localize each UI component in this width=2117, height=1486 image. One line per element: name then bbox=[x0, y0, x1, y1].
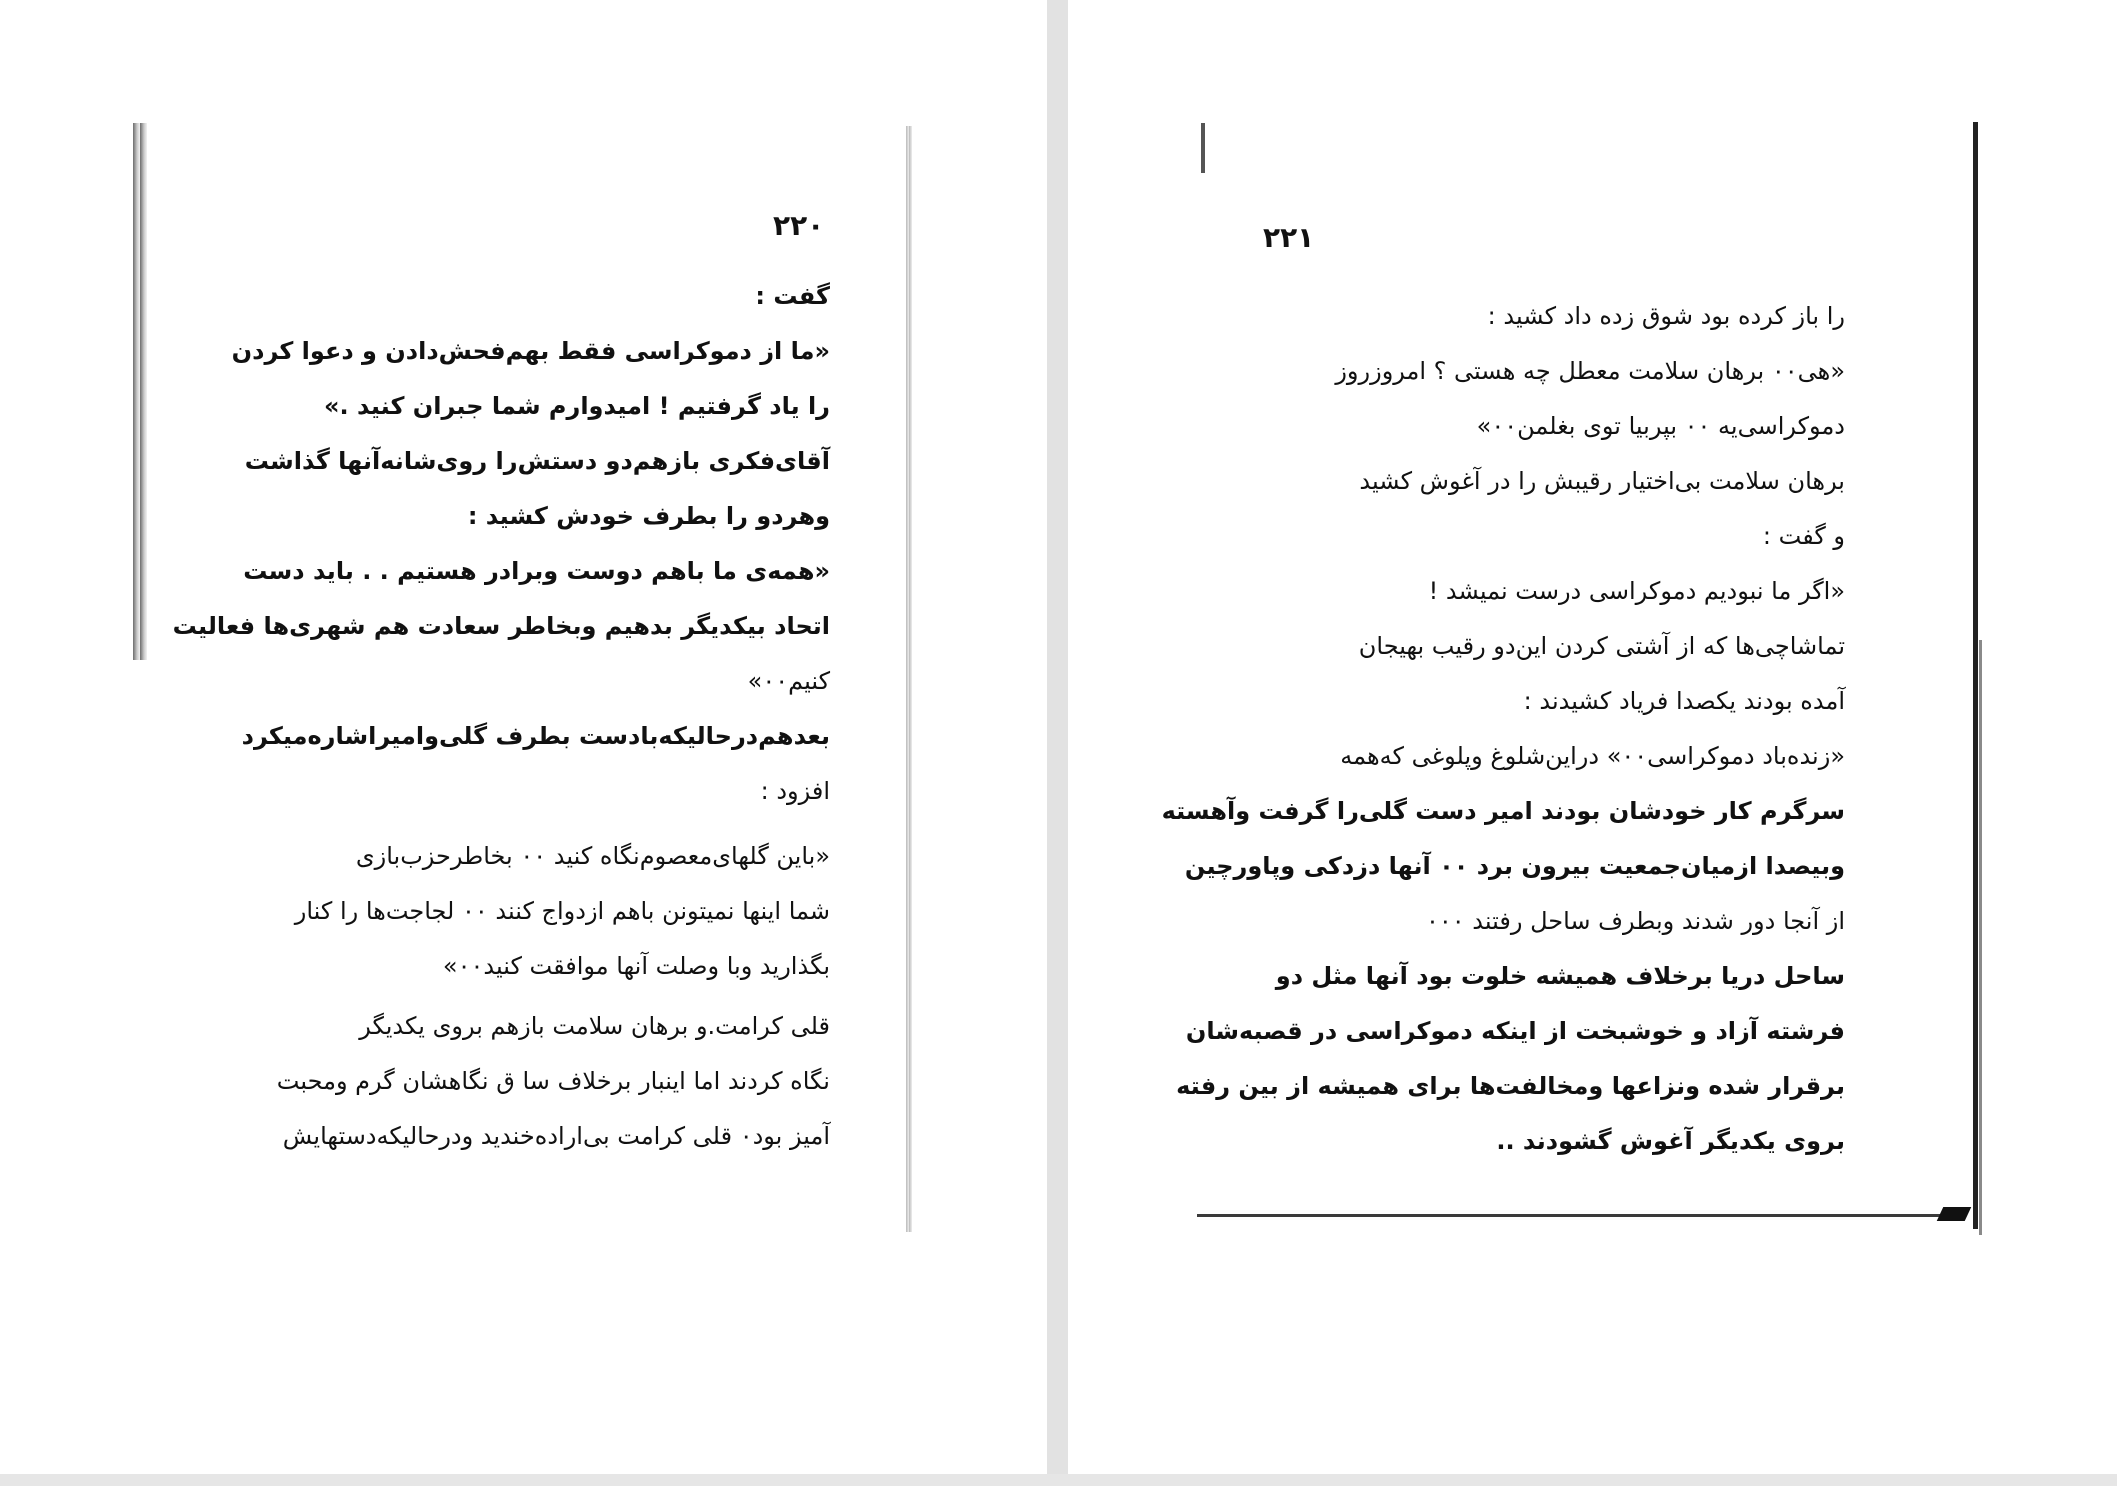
right-line-6: «اگر ما نبودیم دموکراسی درست نمیشد ! bbox=[1428, 577, 1845, 605]
right-line-1: را باز کرده بود شوق زده داد کشید : bbox=[1487, 302, 1845, 330]
left-line-8: کنیم٠٠» bbox=[747, 667, 830, 695]
right-line-7: تماشاچی‌ها که از آشتی کردن این‌دو رقیب بهیجان bbox=[1358, 632, 1845, 660]
left-line-4: آقای‌فکری بازهم‌دو دستش‌را روی‌شانه‌آنها گذاشت bbox=[244, 447, 830, 475]
right-page-scan-edge-shadow bbox=[1979, 640, 1982, 1235]
left-page-scan-edge bbox=[133, 123, 147, 660]
right-line-5: و گفت : bbox=[1762, 522, 1845, 550]
right-line-13: ساحل دریا برخلاف همیشه خلوت بود آنها مثل دو bbox=[1275, 962, 1845, 990]
left-page-number: ۲۲۰ bbox=[773, 209, 825, 242]
left-line-3: را یاد گرفتیم ! امیدوارم شما جبران کنید .» bbox=[324, 392, 830, 420]
right-line-9: «زنده‌باد دموکراسی٠٠» دراین‌شلوغ وپلوغی که‌همه bbox=[1340, 742, 1845, 770]
left-line-15: نگاه کردند اما اینبار برخلاف سا ق نگاهشان گرم ومحبت bbox=[276, 1067, 830, 1095]
left-line-12: شما اینها نمیتونن باهم ازدواج کنند ٠٠ لجاجت‌ها را کنار bbox=[294, 897, 830, 925]
right-line-11: وبیصدا ازمیان‌جمعیت بیرون برد ٠٠ آنها دزدکی وپاورچین bbox=[1184, 852, 1845, 880]
right-line-15: برقرار شده ونزاعها ومخالفت‌ها برای همیشه از بین رفته bbox=[1176, 1072, 1845, 1100]
right-line-10: سرگرم کار خودشان بودند امیر دست گلی‌را گرفت وآهسته bbox=[1161, 797, 1845, 825]
left-line-2: «ما از دموکراسی فقط بهم‌فحش‌دادن و دعوا کردن bbox=[231, 337, 830, 365]
right-line-14: فرشته آزاد و خوشبخت از اینکه دموکراسی در قصبه‌شان bbox=[1185, 1017, 1845, 1045]
left-line-13: بگذارید وبا وصلت آنها موافقت کنید٠٠» bbox=[442, 952, 830, 980]
right-page-text bbox=[1161, 300, 1845, 1200]
right-line-3: دموکراسی‌یه ٠٠ بپربیا توی بغلمن٠٠» bbox=[1476, 412, 1845, 440]
right-page-bottom-edge bbox=[1197, 1214, 1957, 1217]
viewer-bottom-band bbox=[0, 1474, 2117, 1486]
left-line-11: «باین گلهای‌معصوم‌نگاه کنید ٠٠ بخاطرحزب‌بازی bbox=[355, 842, 830, 870]
right-line-16: بروی یکدیگر آغوش گشودند .. bbox=[1496, 1127, 1845, 1155]
right-line-8: آمده بودند یکصدا فریاد کشیدند : bbox=[1523, 687, 1845, 715]
left-line-1: گفت : bbox=[755, 282, 830, 310]
right-page-binding-edge bbox=[1201, 123, 1205, 173]
left-line-6: «همه‌ی ما باهم دوست وبرادر هستیم . . باید دست bbox=[243, 557, 830, 585]
right-page-scan-edge bbox=[1973, 122, 1978, 1229]
left-page-binding-edge bbox=[906, 126, 912, 1232]
right-page-number: ۲۲۱ bbox=[1263, 221, 1315, 254]
left-line-10: افزود : bbox=[760, 777, 830, 805]
page-gutter bbox=[1047, 0, 1068, 1486]
left-line-14: قلی کرامت.و برهان سلامت بازهم بروی یکدیگر bbox=[359, 1012, 830, 1040]
left-line-16: آمیز بود٠ قلی کرامت بی‌اراده‌خندید ودرحالیکه‌دستهایش bbox=[282, 1122, 830, 1150]
right-line-4: برهان سلامت بی‌اختیار رقیبش را در آغوش کشید bbox=[1359, 467, 1845, 495]
left-line-7: اتحاد بیکدیگر بدهیم وبخاطر سعادت هم شهری‌ها فعالیت bbox=[172, 612, 830, 640]
left-line-9: بعدهم‌درحالیکه‌بادست بطرف گلی‌وامیراشاره‌میکرد bbox=[241, 722, 830, 750]
right-line-12: از آنجا دور شدند وبطرف ساحل رفتند ٠٠٠ bbox=[1426, 907, 1845, 935]
right-line-2: «هی٠٠ برهان سلامت معطل چه هستی ؟ امروزروز bbox=[1335, 357, 1845, 385]
left-line-5: وهردو را بطرف خودش کشید : bbox=[467, 502, 830, 530]
left-page-text bbox=[172, 280, 830, 1180]
